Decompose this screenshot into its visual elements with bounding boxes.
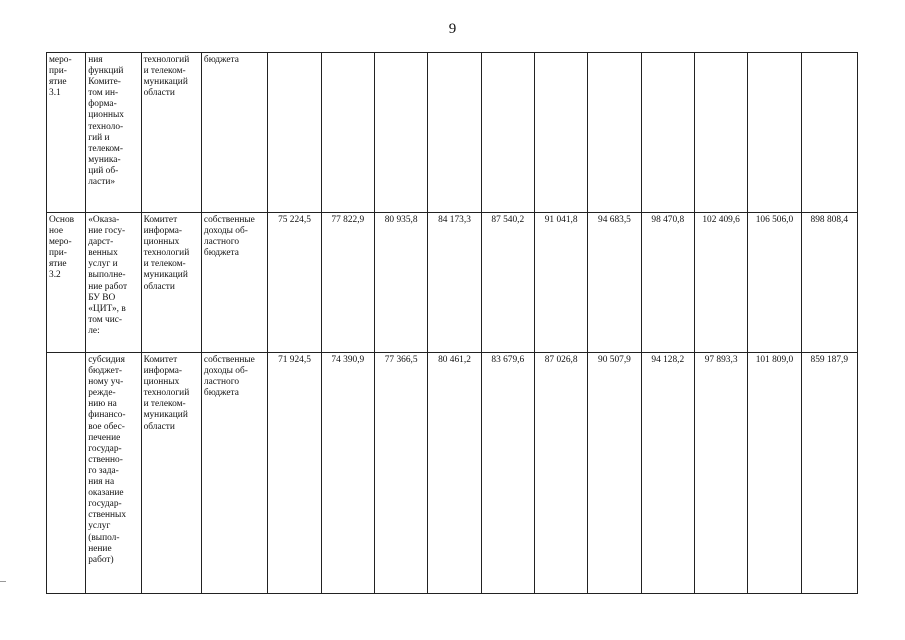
executor-cell: Комитет информа- ционных технологий и телеком- муникаций области — [141, 213, 201, 353]
activity-name-cell: «Оказа- ние госу- дарст- венных услуг и выполне- ние работ БУ ВО «ЦИТ», в том чис- ле: — [86, 213, 141, 353]
year-value-cell — [268, 53, 321, 213]
year-value-cell — [748, 53, 801, 213]
year-value-cell: 94 683,5 — [588, 213, 641, 353]
activity-name-cell: субсидия бюджет- ному уч- режде- нию на финансо- вое обес- печение государ- ственно- го зада- ния на оказание государ- ственных услуг (выпол- нение работ) — [86, 353, 141, 594]
executor-cell: технологий и телеком- муникаций области — [141, 53, 201, 213]
page-number: 9 — [448, 21, 457, 37]
year-value-cell: 91 041,8 — [534, 213, 587, 353]
budget-table — [46, 52, 858, 594]
year-value-cell: 97 893,3 — [694, 353, 747, 594]
year-value-cell — [481, 53, 534, 213]
total-value-cell: 859 187,9 — [801, 353, 857, 594]
scan-edge-mark — [0, 581, 6, 582]
year-value-cell: 71 924,5 — [268, 353, 321, 594]
year-value-cell: 84 173,3 — [428, 213, 481, 353]
year-value-cell — [588, 53, 641, 213]
year-value-cell: 87 540,2 — [481, 213, 534, 353]
year-value-cell: 77 366,5 — [374, 353, 427, 594]
funding-source-cell: бюджета — [201, 53, 267, 213]
table-row — [47, 213, 858, 353]
year-value-cell: 83 679,6 — [481, 353, 534, 594]
activity-cell — [47, 353, 86, 594]
activity-name-cell: ния функций Комите- том ин- форма- ционных техноло- гий и телеком- муника- ций об- ласти» — [86, 53, 141, 213]
activity-cell: Основ ное меро- при- ятие 3.2 — [47, 213, 86, 353]
year-value-cell: 87 026,8 — [534, 353, 587, 594]
year-value-cell: 102 409,6 — [694, 213, 747, 353]
year-value-cell: 80 935,8 — [374, 213, 427, 353]
executor-cell: Комитет информа- ционных технологий и телеком- муникаций области — [141, 353, 201, 594]
year-value-cell: 77 822,9 — [321, 213, 374, 353]
activity-cell: меро- при- ятие 3.1 — [47, 53, 86, 213]
table-row — [47, 353, 858, 594]
year-value-cell: 90 507,9 — [588, 353, 641, 594]
total-value-cell: 898 808,4 — [801, 213, 857, 353]
year-value-cell: 75 224,5 — [268, 213, 321, 353]
year-value-cell: 94 128,2 — [641, 353, 694, 594]
year-value-cell — [641, 53, 694, 213]
year-value-cell — [374, 53, 427, 213]
year-value-cell: 98 470,8 — [641, 213, 694, 353]
year-value-cell — [534, 53, 587, 213]
funding-source-cell: собственные доходы об- ластного бюджета — [201, 353, 267, 594]
year-value-cell — [428, 53, 481, 213]
year-value-cell — [694, 53, 747, 213]
year-value-cell: 74 390,9 — [321, 353, 374, 594]
budget-table-body — [47, 53, 858, 594]
funding-source-cell: собственные доходы об- ластного бюджета — [201, 213, 267, 353]
year-value-cell: 80 461,2 — [428, 353, 481, 594]
year-value-cell: 106 506,0 — [748, 213, 801, 353]
table-row — [47, 53, 858, 213]
year-value-cell — [321, 53, 374, 213]
year-value-cell: 101 809,0 — [748, 353, 801, 594]
total-value-cell — [801, 53, 857, 213]
